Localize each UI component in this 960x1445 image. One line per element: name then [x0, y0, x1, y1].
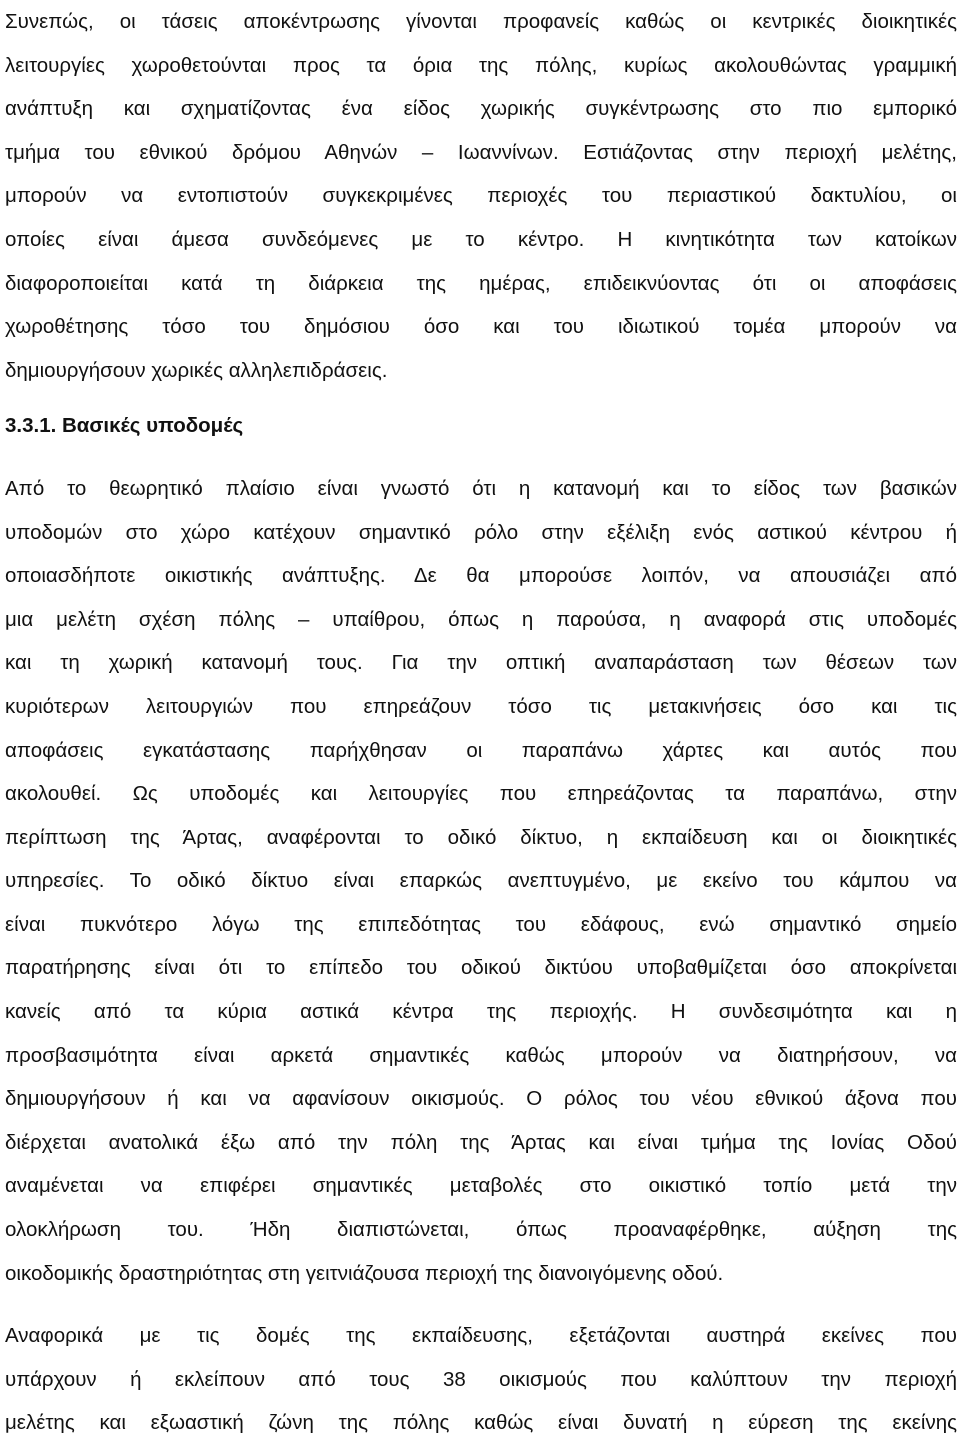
text-line: μια μελέτη σχέση πόλης – υπαίθρου, όπως η παρούσα, η αναφορά στις υποδομές — [5, 607, 957, 631]
text-line: δημιουργήσουν ή και να αφανίσουν οικισμούς. Ο ρόλος του νέου εθνικού άξονα που — [5, 1087, 957, 1111]
text-line: περίπτωση της Άρτας, αναφέρονται το οδικό δίκτυο, η εκπαίδευση και οι διοικητικές — [5, 825, 957, 849]
text-line: δημιουργήσουν χωρικές αλληλεπιδράσεις. — [5, 358, 388, 382]
text-line: κανείς από τα κύρια αστικά κέντρα της περιοχής. Η συνδεσιμότητα και η — [5, 1000, 957, 1024]
text-line: διέρχεται ανατολικά έξω από την πόλη της Άρτας και είναι τμήμα της Ιονίας Οδού — [5, 1130, 957, 1154]
text-line: χωροθέτησης τόσο του δημόσιου όσο και του ιδιωτικού τομέα μπορούν να — [5, 315, 957, 339]
section-heading: 3.3.1. Βασικές υποδομές — [5, 414, 244, 438]
text-line: μελέτης και εξωαστική ζώνη της πόλης καθώς είναι δυνατή η εύρεση της εκείνης — [5, 1411, 957, 1435]
paragraph-spacer — [5, 1295, 957, 1314]
paragraph-decentralization — [5, 0, 957, 392]
text-line: κυριότερων λειτουργιών που επηρεάζουν τόσο τις μετακινήσεις όσο και τις — [5, 694, 957, 718]
text-line: οποιασδήποτε οικιστικής ανάπτυξης. Δε θα μπορούσε λοιπόν, να απουσιάζει από — [5, 564, 957, 588]
text-line: υπάρχουν ή εκλείπουν από τους 38 οικισμούς που καλύπτουν την περιοχή — [5, 1367, 957, 1391]
text-line: Συνεπώς, οι τάσεις αποκέντρωσης γίνονται προφανείς καθώς οι κεντρικές διοικητικές — [5, 10, 957, 33]
document-page — [5, 0, 957, 1445]
paragraph-education — [5, 1314, 957, 1445]
text-line: διαφοροποιείται κατά τη διάρκεια της ημέρας, επιδεικνύοντας ότι οι αποφάσεις — [5, 271, 957, 295]
text-line: υπηρεσίες. Το οδικό δίκτυο είναι επαρκώς ανεπτυγμένο, με εκείνο του κάμπου να — [5, 869, 957, 893]
text-line: προσβασιμότητα είναι αρκετά σημαντικές καθώς μπορούν να διατηρήσουν, να — [5, 1043, 957, 1067]
text-line: Από το θεωρητικό πλαίσιο είναι γνωστό ότι η κατανομή και το είδος των βασικών — [5, 476, 957, 500]
text-line: μπορούν να εντοπιστούν συγκεκριμένες περιοχές του περιαστικού δακτυλίου, οι — [5, 184, 957, 208]
text-line: τμήμα του εθνικού δρόμου Αθηνών – Ιωαννίνων. Εστιάζοντας στην περιοχή μελέτης, — [5, 140, 957, 164]
text-line: Αναφορικά με τις δομές της εκπαίδευσης, εξετάζονται αυστηρά εκείνες που — [5, 1324, 957, 1348]
text-line: οποίες είναι άμεσα συνδεόμενες με το κέντρο. Η κινητικότητα των κατοίκων — [5, 227, 957, 251]
text-line: λειτουργίες χωροθετούνται προς τα όρια της πόλης, κυρίως ακολουθώντας γραμμική — [5, 53, 957, 77]
text-line: είναι πυκνότερο λόγω της επιπεδότητας του εδάφους, ενώ σημαντικό σημείο — [5, 912, 957, 936]
paragraph-basic-infrastructure — [5, 467, 957, 1295]
text-line: και τη χωρική κατανομή τους. Για την οπτική αναπαράσταση των θέσεων των — [5, 651, 957, 675]
text-line: ακολουθεί. Ως υποδομές και λειτουργίες που επηρεάζοντας τα παραπάνω, στην — [5, 782, 957, 806]
text-line: οικοδομικής δραστηριότητας στη γειτνιάζουσα περιοχή της διανοιγόμενης οδού. — [5, 1261, 724, 1285]
text-line: ανάπτυξη και σχηματίζοντας ένα είδος χωρικής συγκέντρωσης στο πιο εμπορικό — [5, 97, 957, 121]
text-line: παρατήρησης είναι ότι το επίπεδο του οδικού δικτύου υποβαθμίζεται όσο αποκρίνεται — [5, 956, 957, 980]
text-line: υποδομών στο χώρο κατέχουν σημαντικό ρόλο στην εξέλιξη ενός αστικού κέντρου ή — [5, 520, 957, 544]
text-line: αποφάσεις εγκατάστασης παρήχθησαν οι παραπάνω χάρτες και αυτός που — [5, 738, 957, 762]
text-line: αναμένεται να επιφέρει σημαντικές μεταβολές στο οικιστικό τοπίο μετά την — [5, 1174, 957, 1198]
text-line: ολοκλήρωση του. Ήδη διαπιστώνεται, όπως προαναφέρθηκε, αύξηση της — [5, 1218, 957, 1242]
